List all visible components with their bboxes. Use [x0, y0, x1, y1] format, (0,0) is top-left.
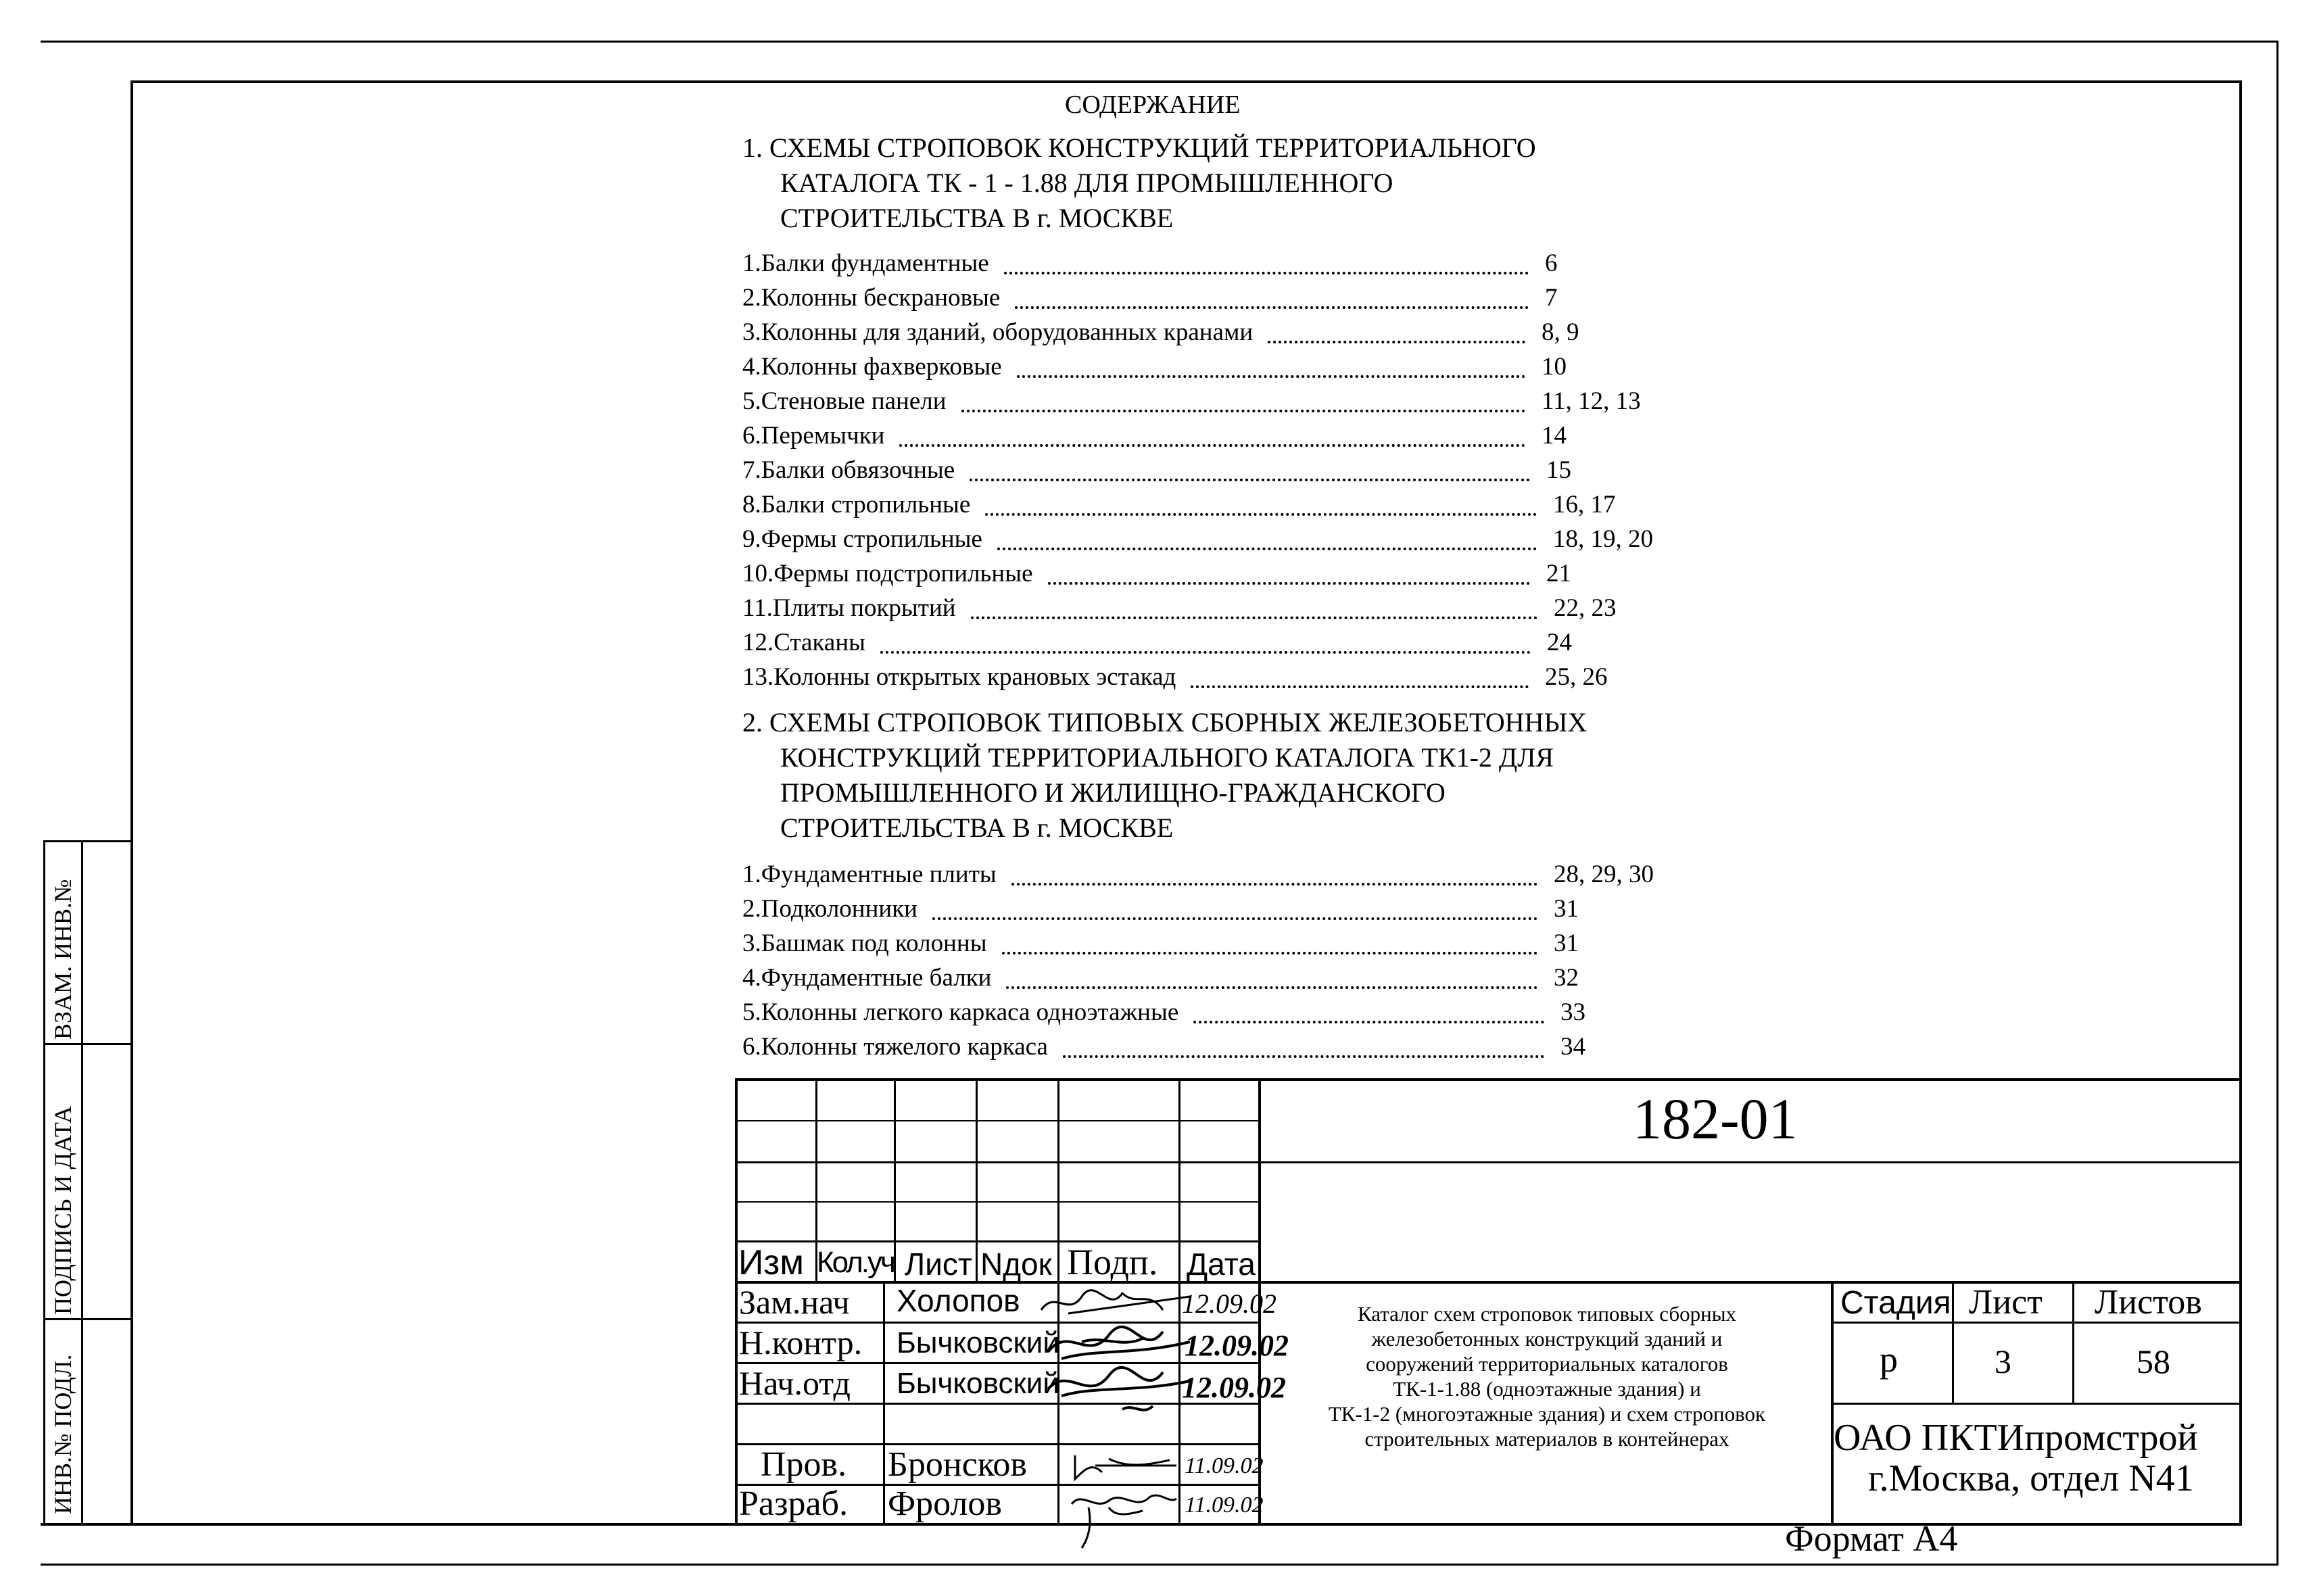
- toc-leader: [971, 616, 1537, 619]
- grid-v: [894, 1078, 896, 1282]
- stamp-left: [735, 1078, 738, 1526]
- grid-v: [976, 1078, 978, 1282]
- contents-title: СОДЕРЖАНИЕ: [1065, 91, 1241, 119]
- sheets-value: 58: [2137, 1343, 2170, 1380]
- description-line: строительных материалов в контейнерах: [1364, 1427, 1729, 1451]
- toc-leader: [997, 548, 1537, 550]
- org-name: ОАО ПКТИпромстрой: [1834, 1417, 2198, 1459]
- grid-h: [735, 1240, 1260, 1242]
- toc-item-pages: 14: [1542, 422, 1567, 450]
- margin-vzam-inv: ВЗАМ. ИНВ.№: [49, 879, 76, 1040]
- toc-leader: [1193, 1021, 1544, 1023]
- toc-item-label: 1.Фундаментные плиты: [742, 861, 997, 888]
- sheet-border-top: [41, 41, 2278, 43]
- role-nach-otd: Нач.отд: [739, 1364, 851, 1402]
- toc-item-pages: 16, 17: [1553, 491, 1616, 518]
- sheet-label: Лист: [1969, 1283, 2043, 1322]
- signature-razrab: [1061, 1484, 1183, 1551]
- frame-right: [2239, 80, 2242, 1526]
- header-podp: Подп.: [1067, 1242, 1158, 1282]
- toc-item-pages: 22, 23: [1554, 594, 1617, 622]
- role-zam-nach: Зам.нач: [739, 1283, 850, 1321]
- section1-title-line: СТРОИТЕЛЬСТВА В г. МОСКВЕ: [780, 203, 1174, 233]
- toc-item-label: 2.Подколонники: [742, 895, 917, 923]
- header-izm: Изм: [738, 1243, 804, 1282]
- stamp-description: [1263, 1301, 1831, 1451]
- toc-item-pages: 33: [1560, 998, 1585, 1026]
- header-kol-uch: Кол.уч: [817, 1246, 894, 1279]
- toc-item-label: 4.Фундаментные балки: [742, 964, 992, 992]
- format-label: Формат А4: [1785, 1518, 1958, 1559]
- margin-inv-podl: ИНВ.№ ПОДЛ.: [49, 1354, 76, 1514]
- toc-item-label: 11.Плиты покрытий: [742, 594, 956, 622]
- toc-item-pages: 28, 29, 30: [1554, 861, 1654, 888]
- toc-item-label: 10.Фермы подстропильные: [742, 560, 1033, 587]
- section1-title: [742, 130, 1536, 236]
- toc-leader: [1004, 272, 1529, 274]
- frame-left: [130, 80, 133, 1526]
- section1-title-line: 1. СХЕМЫ СТРОПОВОК КОНСТРУКЦИЙ ТЕРРИТОРИАЛЬНОГО: [742, 132, 1536, 163]
- toc-item-pages: 15: [1546, 456, 1571, 484]
- toc-leader: [970, 479, 1530, 481]
- description-line: Каталог схем строповок типовых сборных: [1357, 1302, 1737, 1326]
- margin-div-2: [43, 1318, 133, 1320]
- grid-v: [1952, 1281, 1954, 1403]
- header-data: Дата: [1187, 1247, 1256, 1282]
- date-prov: 11.09.02: [1185, 1453, 1264, 1478]
- grid-h: [735, 1201, 1260, 1203]
- toc-item-pages: 18, 19, 20: [1553, 525, 1653, 553]
- grid-h: [1831, 1403, 2242, 1405]
- toc-leader: [1191, 685, 1529, 688]
- toc-item-label: 5.Стеновые панели: [742, 387, 947, 415]
- name-zam-nach: Холопов: [897, 1283, 1020, 1318]
- date-razrab: 11.09.02: [1185, 1493, 1264, 1518]
- toc-item-pages: 24: [1547, 629, 1572, 656]
- role-razrab: Разраб.: [739, 1484, 849, 1523]
- name-n-kontr: Бычковский: [897, 1326, 1059, 1359]
- section2-title-line: КОНСТРУКЦИЙ ТЕРРИТОРИАЛЬНОГО КАТАЛОГА ТК1-2 ДЛЯ: [780, 742, 1554, 773]
- section2-title-line: 2. СХЕМЫ СТРОПОВОК ТИПОВЫХ СБОРНЫХ ЖЕЛЕЗОБЕТОННЫХ: [742, 707, 1588, 737]
- toc-item-pages: 11, 12, 13: [1542, 387, 1641, 415]
- toc-item-label: 9.Фермы стропильные: [742, 525, 982, 553]
- toc-item-label: 2.Колонны бескрановые: [742, 284, 1001, 312]
- toc-leader: [899, 444, 1525, 447]
- name-nach-otd: Бычковский: [897, 1367, 1059, 1400]
- toc-item-pages: 7: [1545, 284, 1558, 312]
- toc-item-label: 7.Балки обвязочные: [742, 456, 955, 484]
- margin-podpis-data: ПОДПИСЬ И ДАТА: [49, 1105, 76, 1315]
- signature-zam-nach: [1028, 1283, 1203, 1325]
- toc-item-label: 4.Колонны фахверковые: [742, 353, 1002, 381]
- section1-title-line: КАТАЛОГА ТК - 1 - 1.88 ДЛЯ ПРОМЫШЛЕННОГО: [780, 168, 1393, 198]
- toc-leader: [1015, 306, 1529, 309]
- role-n-kontr: Н.контр.: [739, 1324, 863, 1361]
- toc-item-label: 13.Колонны открытых крановых эстакад: [742, 663, 1176, 691]
- stage-value: р: [1880, 1339, 1898, 1380]
- frame-top: [130, 80, 2242, 83]
- grid-h: [735, 1120, 1260, 1121]
- toc-item-label: 3.Башмак под колонны: [742, 929, 987, 957]
- header-ndok: Nдок: [980, 1247, 1052, 1282]
- toc-item-pages: 32: [1554, 964, 1579, 992]
- toc-item-pages: 21: [1546, 560, 1571, 587]
- toc-leader: [1063, 1055, 1544, 1058]
- toc-item-label: 12.Стаканы: [742, 629, 865, 656]
- header-list: Лист: [905, 1247, 972, 1282]
- toc-leader: [880, 651, 1531, 654]
- date-n-kontr: 12.09.02: [1185, 1329, 1289, 1362]
- section2-title-line: ПРОМЫШЛЕННОГО И ЖИЛИЩНО-ГРАЖДАНСКОГО: [780, 777, 1446, 808]
- toc-leader: [1017, 375, 1525, 378]
- toc-item-label: 3.Колонны для зданий, оборудованных кранами: [742, 318, 1254, 346]
- section2-title-line: СТРОИТЕЛЬСТВА В г. МОСКВЕ: [780, 813, 1174, 843]
- description-line: ТК-1-1.88 (одноэтажные здания) и: [1393, 1377, 1701, 1401]
- signature-prov: [1068, 1445, 1183, 1486]
- toc-item-label: 6.Перемычки: [742, 422, 885, 450]
- toc-item-pages: 8, 9: [1542, 318, 1579, 346]
- section2-title: [742, 705, 1587, 846]
- toc-leader: [1002, 952, 1537, 954]
- toc-item-label: 6.Колонны тяжелого каркаса: [742, 1033, 1048, 1061]
- date-nach-otd: 12.09.02: [1182, 1371, 1286, 1404]
- toc-item-label: 5.Колонны легкого каркаса одноэтажные: [742, 998, 1179, 1026]
- toc-item-pages: 34: [1560, 1033, 1585, 1061]
- toc-item-pages: 10: [1542, 353, 1567, 381]
- doc-code: 182-01: [1633, 1086, 1798, 1151]
- name-prov: Бронсков: [888, 1445, 1027, 1484]
- toc-leader: [1011, 883, 1537, 886]
- toc-leader: [1268, 341, 1525, 343]
- stage-label: Стадия: [1840, 1285, 1951, 1321]
- signature-nach-otd: [1041, 1362, 1197, 1423]
- grid-h: [735, 1161, 2242, 1163]
- toc-leader: [1006, 986, 1537, 989]
- description-line: железобетонных конструкций зданий и: [1371, 1327, 1723, 1351]
- grid-v: [2072, 1281, 2074, 1403]
- toc-leader: [932, 917, 1537, 920]
- toc-item-label: 1.Балки фундаментные: [742, 249, 989, 277]
- toc-leader: [961, 410, 1525, 412]
- sheet-border-right: [2276, 41, 2278, 1565]
- toc-leader: [1048, 582, 1530, 585]
- description-line: ТК-1-2 (многоэтажные здания) и схем строповок: [1328, 1402, 1766, 1426]
- date-zam-nach: 12.09.02: [1182, 1288, 1276, 1319]
- sheet-value: 3: [1995, 1343, 2011, 1380]
- toc-item-pages: 31: [1554, 895, 1579, 923]
- toc-item-label: 8.Балки стропильные: [742, 491, 971, 518]
- toc-item-pages: 6: [1545, 249, 1558, 277]
- sheet-border-bottom: [41, 1564, 2278, 1566]
- margin-div-1: [43, 1043, 133, 1045]
- description-line: сооружений территориальных каталогов: [1366, 1352, 1728, 1376]
- sheets-label: Листов: [2095, 1283, 2202, 1322]
- margin-left-line: [43, 840, 45, 1524]
- org-location: г.Москва, отдел N41: [1868, 1457, 2194, 1499]
- toc-item-pages: 31: [1554, 929, 1579, 957]
- toc-leader: [985, 513, 1537, 516]
- margin-top-line: [43, 840, 133, 842]
- toc-item-pages: 25, 26: [1545, 663, 1608, 691]
- margin-mid-line: [81, 840, 83, 1524]
- stamp-top: [735, 1078, 2242, 1081]
- role-prov: Пров.: [761, 1445, 847, 1484]
- name-razrab: Фролов: [888, 1484, 1002, 1523]
